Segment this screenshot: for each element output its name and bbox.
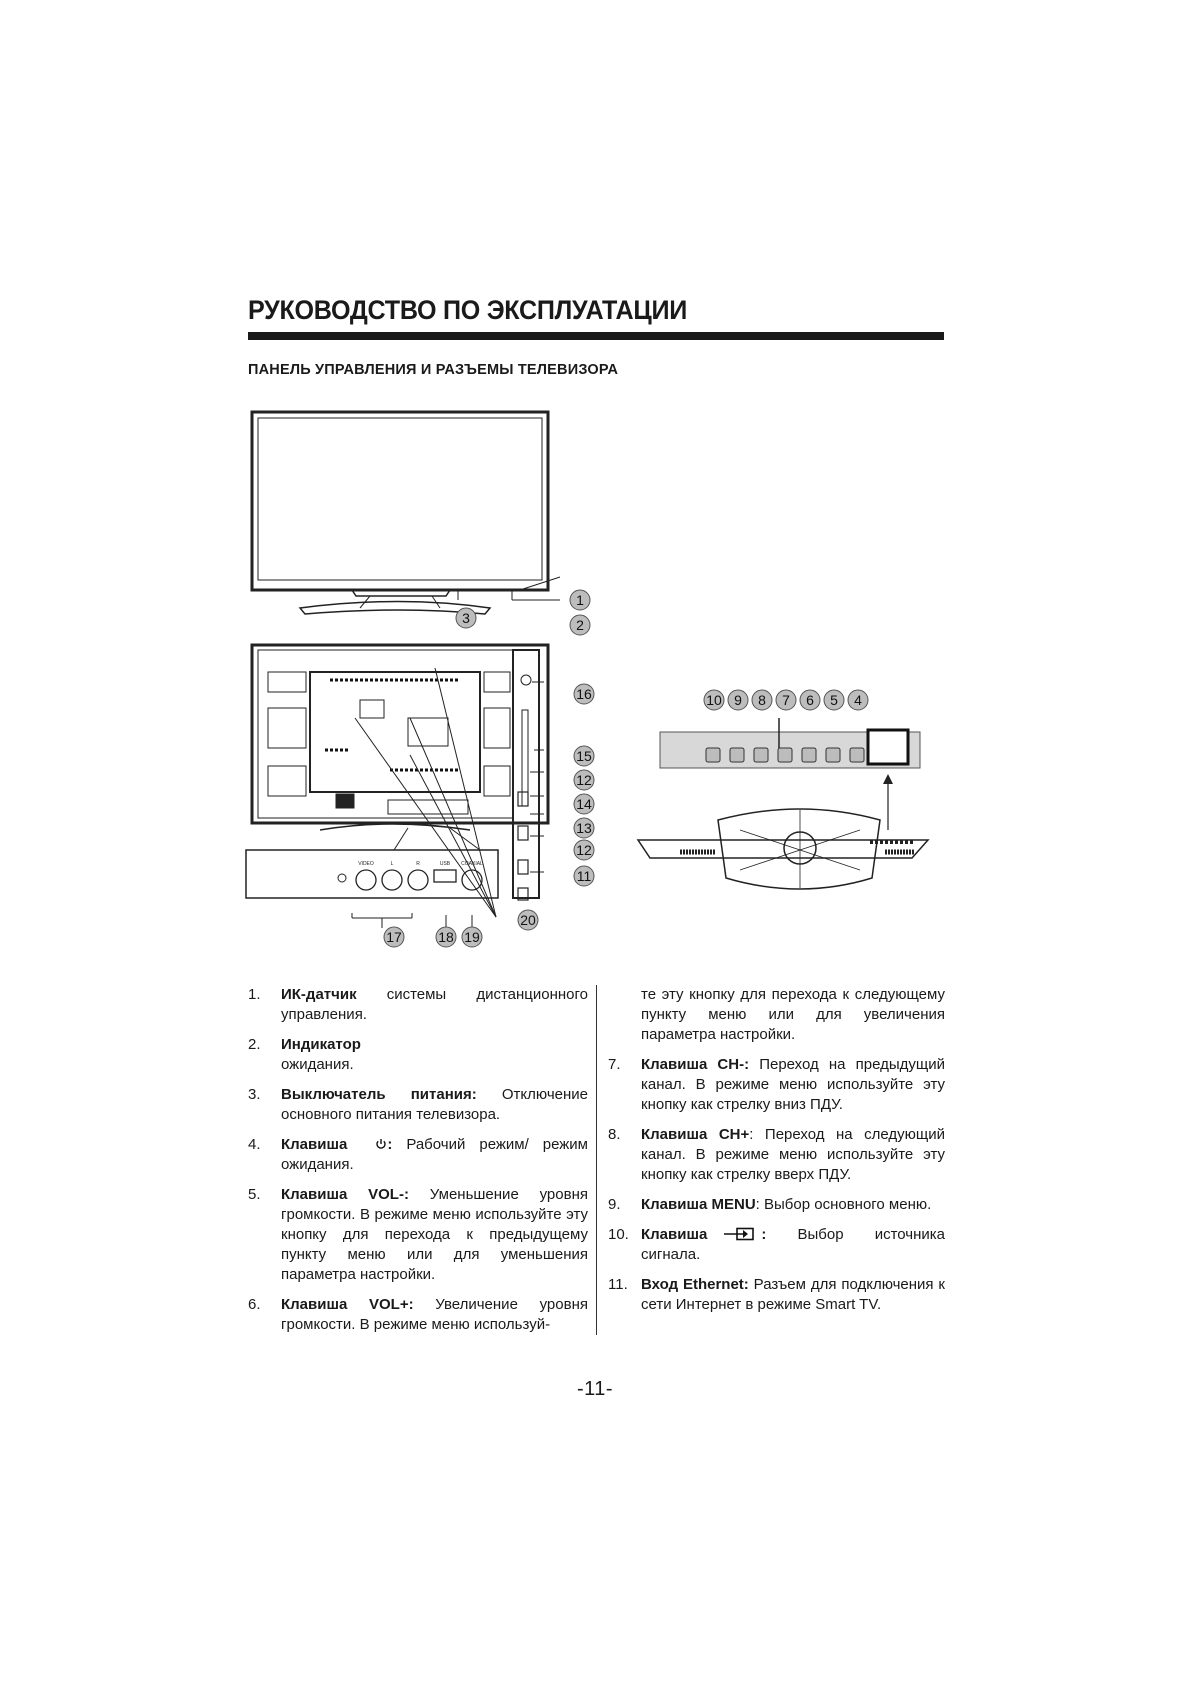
list-item: 7. Клавиша CH-: Переход на предыдущий канал. В режиме меню используйте эту кнопку как стрелку вниз ПДУ. <box>608 1056 945 1113</box>
svg-text:12: 12 <box>576 842 592 858</box>
list-item: 1. ИК-датчик системы дистанционного управления. <box>248 986 588 1023</box>
callout-16 <box>574 684 594 704</box>
callout-15 <box>574 746 594 766</box>
callout-6 <box>800 690 820 710</box>
svg-text:9: 9 <box>734 692 742 708</box>
callout-2 <box>570 615 590 635</box>
svg-text:8: 8 <box>758 692 766 708</box>
callout-17 <box>384 927 404 947</box>
callout-20 <box>518 910 538 930</box>
svg-text:4: 4 <box>854 692 862 708</box>
power-icon <box>375 1138 387 1150</box>
svg-text:5: 5 <box>830 692 838 708</box>
callout-4 <box>848 690 868 710</box>
port-label-usb: USB <box>439 861 451 867</box>
page-title: РУКОВОДСТВО ПО ЭКСПЛУАТАЦИИ <box>248 295 687 325</box>
callout-5 <box>824 690 844 710</box>
title-rule <box>248 332 944 340</box>
list-item: 3. Выключатель питания: Отключение основного питания телевизора. <box>248 1086 588 1123</box>
callout-12-b <box>574 840 594 860</box>
input-source-icon <box>723 1227 755 1241</box>
svg-text:1: 1 <box>576 592 584 608</box>
svg-text:16: 16 <box>576 686 592 702</box>
svg-text:2: 2 <box>576 617 584 633</box>
port-label-r: R <box>416 861 420 867</box>
svg-text:17: 17 <box>386 929 402 945</box>
tv-rear-view <box>252 645 548 900</box>
section-subtitle: ПАНЕЛЬ УПРАВЛЕНИЯ И РАЗЪЕМЫ ТЕЛЕВИЗОРА <box>248 362 619 378</box>
list-item: 4. Клавиша : Рабочий режим/ режим ожидания. <box>248 1136 588 1173</box>
svg-text:12: 12 <box>576 772 592 788</box>
callout-1 <box>570 590 590 610</box>
description-column-right <box>608 985 945 1325</box>
svg-text:11: 11 <box>576 868 592 884</box>
callout-13 <box>574 818 594 838</box>
port-label-l: L <box>390 861 394 867</box>
port-label-video: VIDEO <box>358 861 374 867</box>
list-item: 9. Клавиша MENU: Выбор основного меню. <box>608 1196 932 1213</box>
list-item: 6. Клавиша VOL+: Увеличение уровня громкости. В режиме меню используй- <box>248 1296 588 1333</box>
callout-3 <box>456 608 476 628</box>
svg-text:19: 19 <box>464 929 480 945</box>
svg-text:6: 6 <box>806 692 814 708</box>
svg-text:7: 7 <box>782 692 790 708</box>
list-item: 10. Клавиша : Выбор источника сигнала. <box>608 1226 945 1263</box>
svg-text:20: 20 <box>520 912 536 928</box>
svg-text:15: 15 <box>576 748 592 764</box>
callout-18 <box>436 927 456 947</box>
control-button-strip <box>660 718 920 830</box>
page-number: -11- <box>576 1378 614 1400</box>
list-item-continuation: те эту кнопку для перехода к следующему пункту меню или для увеличения параметра настройки. <box>641 986 945 1043</box>
callout-8 <box>752 690 772 710</box>
callout-14 <box>574 794 594 814</box>
svg-text:3: 3 <box>462 610 470 626</box>
callout-10 <box>704 690 724 710</box>
tv-bottom-view <box>638 809 928 889</box>
svg-text:14: 14 <box>576 796 592 812</box>
column-divider <box>596 985 597 1335</box>
list-item: 2. Индикатор ожидания. <box>248 1036 361 1073</box>
tv-front-view <box>252 412 560 614</box>
svg-text:10: 10 <box>706 692 722 708</box>
callout-19 <box>462 927 482 947</box>
svg-text:13: 13 <box>576 820 592 836</box>
svg-text:18: 18 <box>438 929 454 945</box>
callout-9 <box>728 690 748 710</box>
callout-11 <box>574 866 594 886</box>
list-item: 11. Вход Ethernet: Разъем для подключения к сети Интернет в режиме Smart TV. <box>608 1276 945 1313</box>
callout-12 <box>574 770 594 790</box>
list-item: 8. Клавиша CH+: Переход на следующий канал. В режиме меню используйте эту кнопку как стрелку вверх ПДУ. <box>608 1126 945 1183</box>
port-label-coaxial: COAXIAL <box>461 861 483 867</box>
list-item: 5. Клавиша VOL-: Уменьшение уровня громкости. В режиме меню используйте эту кнопку для перехода к предыдущему пункту меню или для уменьшения параметра настройки. <box>248 1186 588 1283</box>
tv-diagram <box>240 400 960 960</box>
callout-7 <box>776 690 796 710</box>
description-column-left <box>248 985 588 1345</box>
